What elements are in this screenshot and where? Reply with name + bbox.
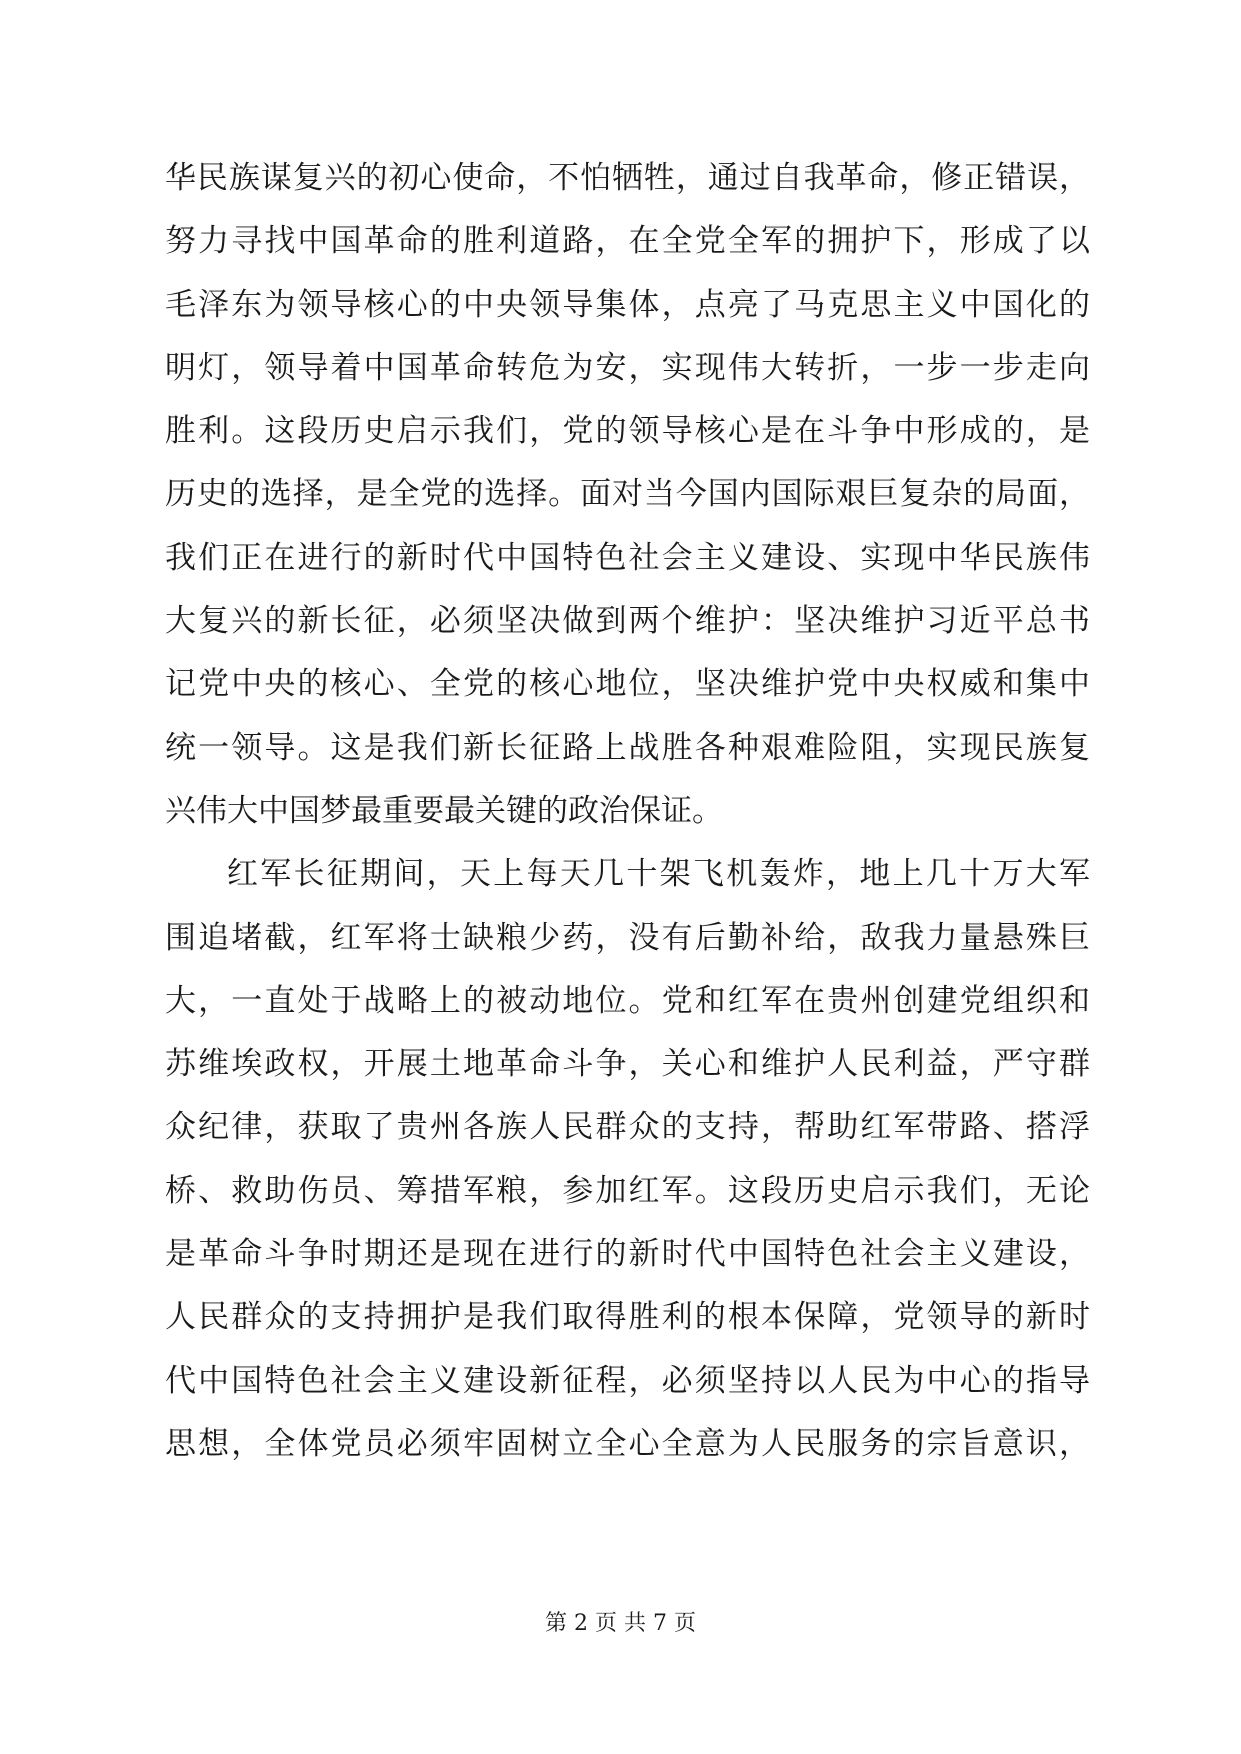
text-line: 历史的选择，是全党的选择。面对当今国内国际艰巨复杂的局面， [165, 476, 1090, 513]
text-line: 桥、救助伤员、筹措军粮，参加红军。这段历史启示我们，无论 [165, 1172, 1090, 1209]
text-line: 毛泽东为领导核心的中央领导集体，点亮了马克思主义中国化的 [165, 286, 1090, 323]
page-number-footer: 第 2 页 共 7 页 [545, 1611, 696, 1636]
text-line: 人民群众的支持拥护是我们取得胜利的根本保障，党领导的新时 [165, 1299, 1090, 1336]
text-line: 思想，全体党员必须牢固树立全心全意为人民服务的宗旨意识， [165, 1425, 1090, 1462]
paragraph-2 [165, 843, 1090, 1476]
text-line: 大，一直处于战略上的被动地位。党和红军在贵州创建党组织和 [165, 982, 1090, 1019]
text-line: 统一领导。这是我们新长征路上战胜各种艰难险阻，实现民族复 [165, 729, 1090, 766]
text-line: 是革命斗争时期还是现在进行的新时代中国特色社会主义建设， [165, 1236, 1090, 1273]
text-line: 努力寻找中国革命的胜利道路，在全党全军的拥护下，形成了以 [165, 223, 1090, 260]
text-line: 代中国特色社会主义建设新征程，必须坚持以人民为中心的指导 [165, 1362, 1090, 1399]
text-line: 兴伟大中国梦最重要最关键的政治保证。 [165, 792, 723, 829]
paragraph-1 [165, 147, 1090, 843]
text-line: 苏维埃政权，开展土地革命斗争，关心和维护人民利益，严守群 [165, 1046, 1090, 1083]
text-line: 红军长征期间，天上每天几十架飞机轰炸，地上几十万大军 [227, 856, 1090, 893]
text-line: 大复兴的新长征，必须坚决做到两个维护：坚决维护习近平总书 [165, 603, 1090, 640]
text-line: 众纪律，获取了贵州各族人民群众的支持，帮助红军带路、搭浮 [165, 1109, 1090, 1146]
text-line: 围追堵截，红军将士缺粮少药，没有后勤补给，敌我力量悬殊巨 [165, 919, 1090, 956]
text-line: 胜利。这段历史启示我们，党的领导核心是在斗争中形成的，是 [165, 413, 1090, 450]
text-line: 明灯，领导着中国革命转危为安，实现伟大转折，一步一步走向 [165, 349, 1090, 386]
text-line: 我们正在进行的新时代中国特色社会主义建设、实现中华民族伟 [165, 539, 1090, 576]
body-text [165, 147, 1090, 1476]
text-line: 华民族谋复兴的初心使命，不怕牺牲，通过自我革命，修正错误， [165, 160, 1090, 196]
text-line: 记党中央的核心、全党的核心地位，坚决维护党中央权威和集中 [165, 666, 1090, 703]
